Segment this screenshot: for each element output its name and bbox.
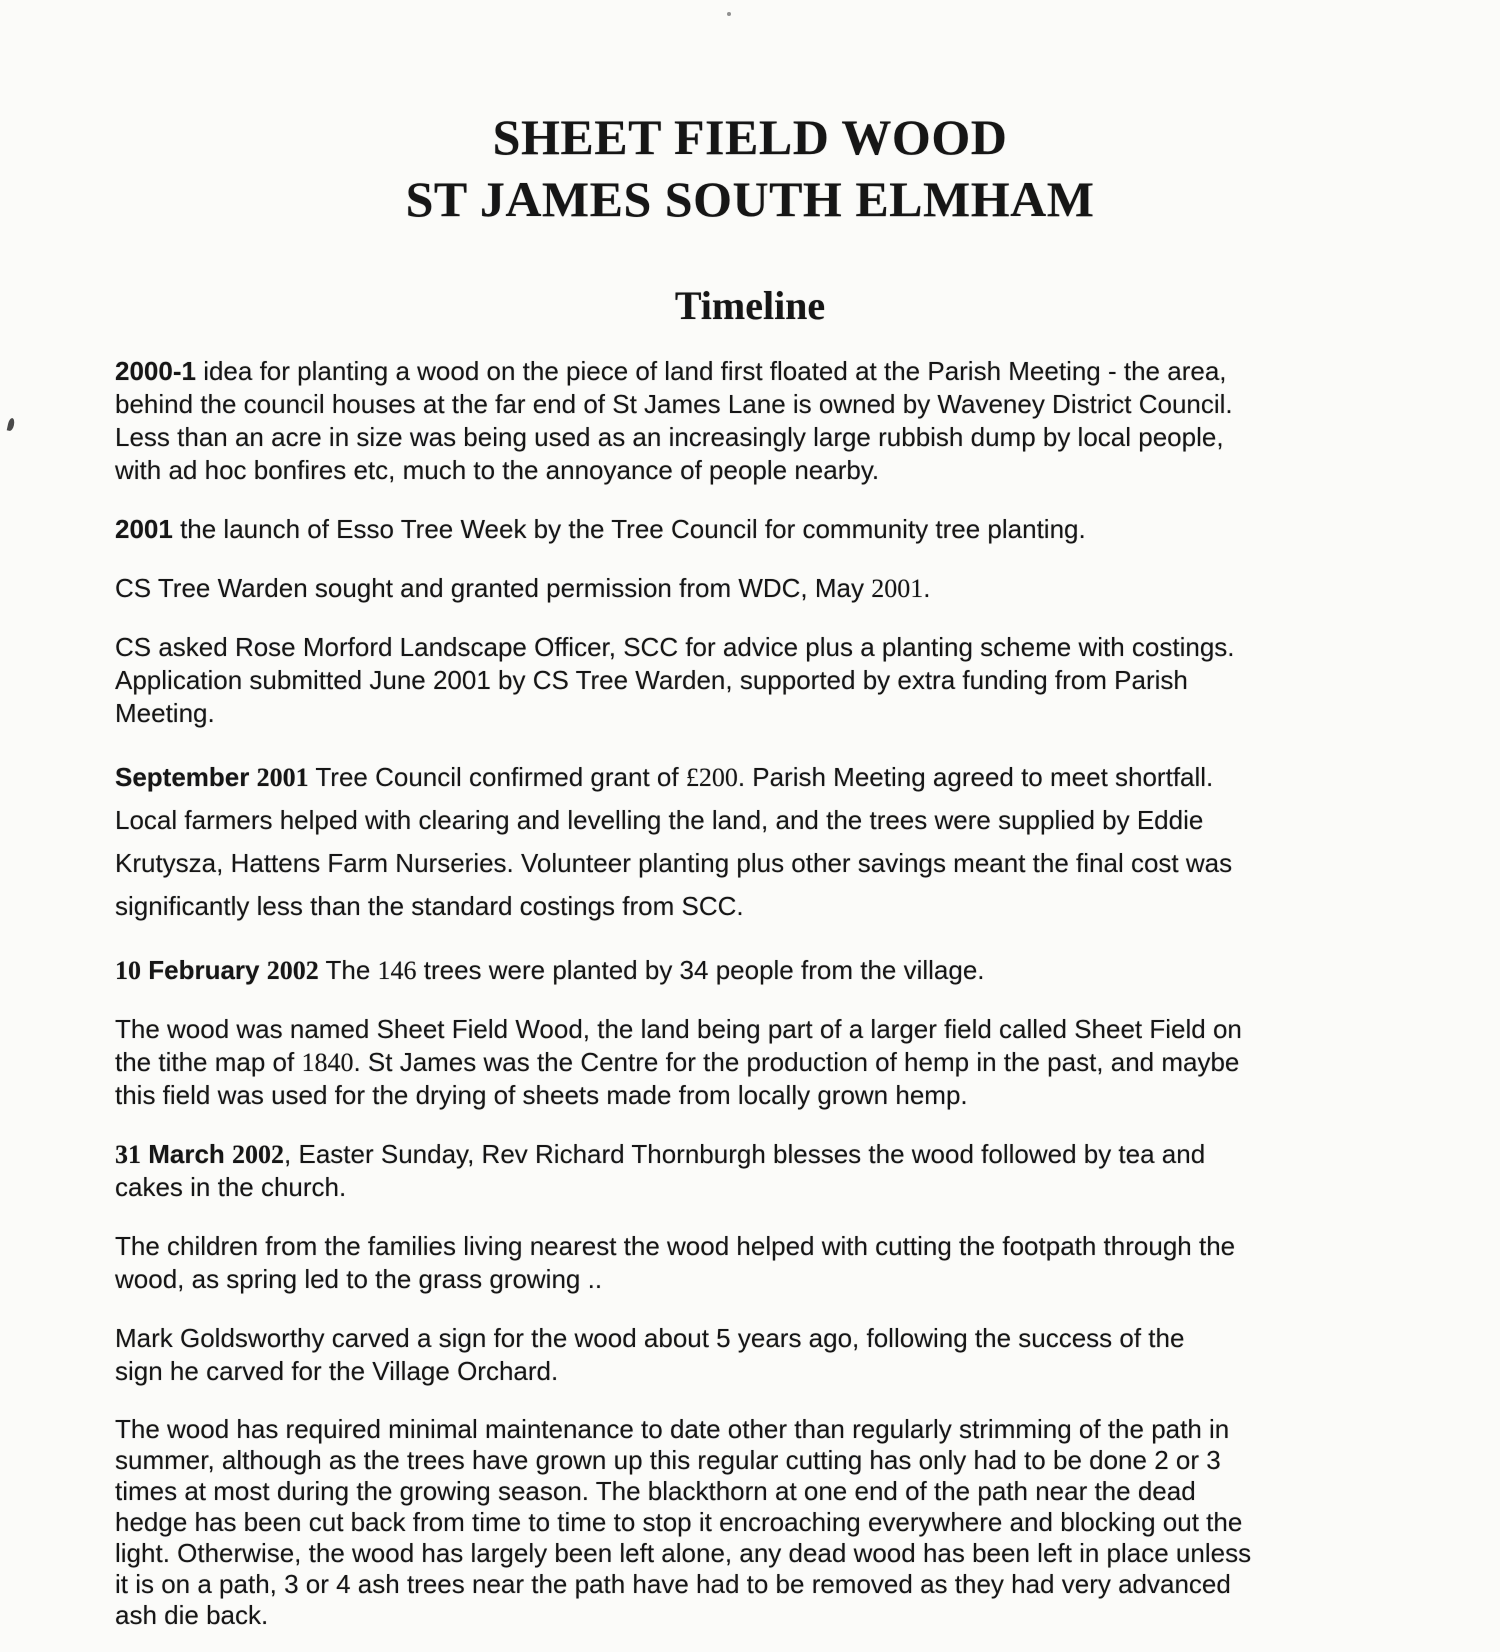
text-segment: . St James was the Centre for the production of hemp in the past, and maybe [353, 1047, 1240, 1077]
text-line [115, 1476, 1385, 1507]
text-line [115, 1079, 1385, 1112]
text-line [115, 1507, 1385, 1538]
text-line [115, 513, 1385, 546]
text-line [115, 388, 1385, 421]
text-line [115, 1355, 1385, 1388]
text-segment: . Parish Meeting agreed to meet shortfall. [737, 762, 1214, 792]
document-body [0, 106, 1500, 1631]
text-line [115, 1414, 1385, 1445]
entry-maintenance [115, 1414, 1385, 1631]
text-line [115, 1046, 1385, 1079]
timeline-content [115, 355, 1385, 1631]
text-segment: Application submitted June 2001 by CS Tree Warden, supported by extra funding from Parish [115, 665, 1188, 695]
text-segment: hedge has been cut back from time to time to stop it encroaching everywhere and blocking out the [115, 1507, 1243, 1537]
title-line-1: SHEET FIELD WOOD [492, 109, 1008, 165]
text-segment: significantly less than the standard costings from SCC. [115, 891, 744, 921]
text-segment: 2001 [871, 574, 924, 603]
text-segment: . [923, 573, 931, 603]
text-segment: CS Tree Warden sought and granted permission from WDC, May [115, 573, 872, 603]
text-segment: Local farmers helped with clearing and levelling the land, and the trees were supplied by Eddie [115, 805, 1204, 835]
text-segment: it is on a path, 3 or 4 ash trees near the path have had to be removed as they had very advanced [115, 1569, 1231, 1599]
text-segment [249, 762, 256, 792]
text-segment: Less than an acre in size was being used as an increasingly large rubbish dump by local people, [115, 422, 1224, 452]
text-line [115, 1263, 1385, 1296]
text-segment: behind the council houses at the far end of St James Lane is owned by Waveney District Council. [115, 389, 1233, 419]
text-segment: 31 [115, 1140, 141, 1169]
text-line [115, 631, 1385, 664]
text-segment: Tree Council confirmed grant of [308, 762, 686, 792]
text-line [115, 1171, 1385, 1204]
text-segment: £200 [685, 763, 738, 792]
text-segment: 2001 [115, 514, 173, 544]
text-line [115, 572, 1385, 605]
text-line [115, 885, 1385, 928]
text-segment: CS asked Rose Morford Landscape Officer, SCC for advice plus a planting scheme with costings. [115, 632, 1235, 662]
text-segment: 146 [377, 956, 417, 985]
text-segment: with ad hoc bonfires etc, much to the annoyance of people nearby. [115, 455, 880, 485]
text-segment: , Easter Sunday, Rev Richard Thornburgh blesses the wood followed by tea and [284, 1139, 1206, 1169]
text-segment: ash die back. [115, 1600, 269, 1630]
text-segment: The wood has required minimal maintenance to date other than regularly strimming of the path in [115, 1414, 1230, 1444]
text-segment: Mark Goldsworthy carved a sign for the wood about 5 years ago, following the success of the [115, 1323, 1185, 1353]
text-line [115, 1445, 1385, 1476]
text-line [115, 1322, 1385, 1355]
entry-2001-esso-tree-week [115, 513, 1385, 546]
text-line [115, 664, 1385, 697]
text-segment: idea for planting a wood on the piece of land first floated at the Parish Meeting - the area, [195, 356, 1227, 386]
text-segment: The wood was named Sheet Field Wood, the land being part of a larger field called Sheet Field on [115, 1014, 1242, 1044]
text-segment: 2001 [256, 763, 309, 792]
text-line [115, 1538, 1385, 1569]
text-segment [225, 1139, 232, 1169]
text-segment: Krutysza, Hattens Farm Nurseries. Volunteer planting plus other savings meant the final cost was [115, 848, 1233, 878]
text-segment: summer, although as the trees have grown up this regular cutting has only had to be done 2 or 3 [115, 1445, 1221, 1475]
section-heading-timeline: Timeline [674, 283, 826, 328]
text-segment: the tithe map of [115, 1047, 302, 1077]
text-line [115, 842, 1385, 885]
text-segment: cakes in the church. [115, 1172, 347, 1202]
entry-2000-1 [115, 355, 1385, 487]
text-segment: 2002 [266, 956, 319, 985]
text-segment: 2000-1 [115, 356, 196, 386]
entry-mark-goldsworthy-sign [115, 1322, 1385, 1388]
text-line [115, 1569, 1385, 1600]
entry-10-february-2002-planting [115, 954, 1385, 987]
text-segment: the launch of Esso Tree Week by the Tree Council for community tree planting. [172, 514, 1086, 544]
entry-rose-morford-advice [115, 631, 1385, 730]
text-line [115, 1138, 1385, 1171]
text-segment: Meeting. [115, 698, 215, 728]
entry-wood-named [115, 1013, 1385, 1112]
text-segment: 2002 [232, 1140, 285, 1169]
document-title [115, 106, 1385, 230]
text-line [115, 454, 1385, 487]
text-line [115, 1600, 1385, 1631]
entry-children-footpath [115, 1230, 1385, 1296]
text-line [115, 1230, 1385, 1263]
text-segment: wood, as spring led to the grass growing .. [115, 1264, 603, 1294]
text-segment: trees were planted by 34 people from the village. [416, 955, 985, 985]
text-segment: sign he carved for the Village Orchard. [115, 1356, 559, 1386]
text-line [115, 954, 1385, 987]
text-segment: The children from the families living nearest the wood helped with cutting the footpath through the [115, 1231, 1236, 1261]
text-segment: times at most during the growing season. The blackthorn at one end of the path near the dead [115, 1476, 1196, 1506]
text-segment: September [115, 762, 250, 792]
text-segment: March [148, 1139, 225, 1169]
text-line [115, 799, 1385, 842]
title-line-2: ST JAMES SOUTH ELMHAM [405, 171, 1095, 227]
text-segment: February [148, 955, 260, 985]
entry-cs-tree-warden-permission [115, 572, 1385, 605]
text-segment: 10 [115, 956, 141, 985]
text-line [115, 756, 1385, 799]
text-line [115, 1013, 1385, 1046]
text-segment: 1840 [301, 1048, 354, 1077]
entry-september-2001-grant [115, 756, 1385, 928]
scan-speck [727, 12, 731, 16]
text-line [115, 421, 1385, 454]
text-segment: The [318, 955, 378, 985]
text-segment [260, 955, 267, 985]
text-line [115, 697, 1385, 730]
entry-31-march-2002-blessing [115, 1138, 1385, 1204]
text-segment: light. Otherwise, the wood has largely been left alone, any dead wood has been left in place unless [115, 1538, 1252, 1568]
text-line [115, 355, 1385, 388]
text-segment: this field was used for the drying of sheets made from locally grown hemp. [115, 1080, 968, 1110]
